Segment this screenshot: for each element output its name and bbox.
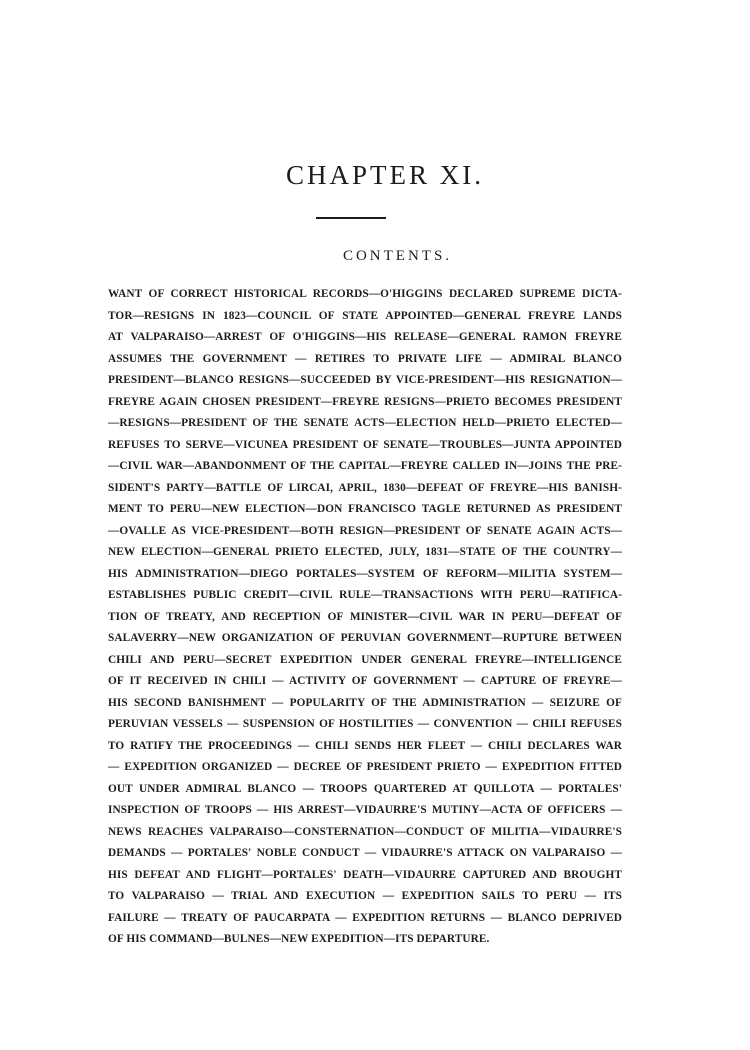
chapter-title: CHAPTER XI. xyxy=(285,160,484,190)
summary-line: MENT TO PERU—NEW ELECTION—DON FRANCISCO TAGLE RETURNED AS PRESIDENT xyxy=(108,503,622,515)
summary-line: HIS ADMINISTRATION—DIEGO PORTALES—SYSTEM OF REFORM—MILITIA SYSTEM— xyxy=(108,567,622,580)
summary-line: OF IT RECEIVED IN CHILI — ACTIVITY OF GOVERNMENT — CAPTURE OF FREYRE— xyxy=(108,675,622,687)
summary-line: NEWS REACHES VALPARAISO—CONSTERNATION—CONDUCT OF MILITIA—VIDAURRE'S xyxy=(108,825,622,838)
title-divider xyxy=(316,217,386,219)
summary-line: NEW ELECTION—GENERAL PRIETO ELECTED, JULY, 1831—STATE OF THE COUNTRY— xyxy=(108,546,622,558)
summary-line: SIDENT'S PARTY—BATTLE OF LIRCAI, APRIL, 1830—DEFEAT OF FREYRE—HIS BANISH- xyxy=(108,481,622,494)
summary-line: ESTABLISHES PUBLIC CREDIT—CIVIL RULE—TRANSACTIONS WITH PERU—RATIFICA- xyxy=(108,589,622,601)
summary-line: REFUSES TO SERVE—VICUNEA PRESIDENT OF SENATE—TROUBLES—JUNTA APPOINTED xyxy=(108,438,622,451)
summary-line: OF HIS COMMAND—BULNES—NEW EXPEDITION—ITS DEPARTURE. xyxy=(108,933,490,945)
chapter-summary xyxy=(108,284,622,951)
summary-line: PERUVIAN VESSELS — SUSPENSION OF HOSTILITIES — CONVENTION — CHILI REFUSES xyxy=(108,718,622,730)
summary-line: HIS DEFEAT AND FLIGHT—PORTALES' DEATH—VIDAURRE CAPTURED AND BROUGHT xyxy=(108,868,622,881)
summary-line: SALAVERRY—NEW ORGANIZATION OF PERUVIAN GOVERNMENT—RUPTURE BETWEEN xyxy=(108,632,622,644)
summary-line: WANT OF CORRECT HISTORICAL RECORDS—O'HIGGINS DECLARED SUPREME DICTA- xyxy=(108,288,622,300)
summary-line: TO VALPARAISO — TRIAL AND EXECUTION — EXPEDITION SAILS TO PERU — ITS xyxy=(108,890,622,902)
summary-line: —OVALLE AS VICE-PRESIDENT—BOTH RESIGN—PRESIDENT OF SENATE AGAIN ACTS— xyxy=(108,524,622,537)
summary-line: FAILURE — TREATY OF PAUCARPATA — EXPEDITION RETURNS — BLANCO DEPRIVED xyxy=(108,911,622,924)
summary-line: ASSUMES THE GOVERNMENT — RETIRES TO PRIVATE LIFE — ADMIRAL BLANCO xyxy=(108,352,622,365)
summary-line: PRESIDENT—BLANCO RESIGNS—SUCCEEDED BY VICE-PRESIDENT—HIS RESIGNATION— xyxy=(108,374,622,386)
contents-heading: CONTENTS. xyxy=(342,248,453,264)
summary-line: —CIVIL WAR—ABANDONMENT OF THE CAPITAL—FREYRE CALLED IN—JOINS THE PRE- xyxy=(108,460,622,472)
summary-line: TOR—RESIGNS IN 1823—COUNCIL OF STATE APPOINTED—GENERAL FREYRE LANDS xyxy=(108,309,622,322)
summary-line: DEMANDS — PORTALES' NOBLE CONDUCT — VIDAURRE'S ATTACK ON VALPARAISO — xyxy=(108,847,622,859)
summary-line: TO RATIFY THE PROCEEDINGS — CHILI SENDS HER FLEET — CHILI DECLARES WAR xyxy=(108,739,622,752)
summary-line: INSPECTION OF TROOPS — HIS ARREST—VIDAURRE'S MUTINY—ACTA OF OFFICERS — xyxy=(108,804,622,816)
summary-line: —RESIGNS—PRESIDENT OF THE SENATE ACTS—ELECTION HELD—PRIETO ELECTED— xyxy=(108,417,622,429)
summary-line: HIS SECOND BANISHMENT — POPULARITY OF THE ADMINISTRATION — SEIZURE OF xyxy=(108,696,622,709)
summary-line: FREYRE AGAIN CHOSEN PRESIDENT—FREYRE RESIGNS—PRIETO BECOMES PRESIDENT xyxy=(108,395,622,408)
summary-line: OUT UNDER ADMIRAL BLANCO — TROOPS QUARTERED AT QUILLOTA — PORTALES' xyxy=(108,782,622,795)
summary-line: AT VALPARAISO—ARREST OF O'HIGGINS—HIS RELEASE—GENERAL RAMON FREYRE xyxy=(108,331,622,343)
summary-line: — EXPEDITION ORGANIZED — DECREE OF PRESIDENT PRIETO — EXPEDITION FITTED xyxy=(108,761,622,773)
summary-line: TION OF TREATY, AND RECEPTION OF MINISTER—CIVIL WAR IN PERU—DEFEAT OF xyxy=(108,610,622,623)
summary-line: CHILI AND PERU—SECRET EXPEDITION UNDER GENERAL FREYRE—INTELLIGENCE xyxy=(108,653,622,666)
